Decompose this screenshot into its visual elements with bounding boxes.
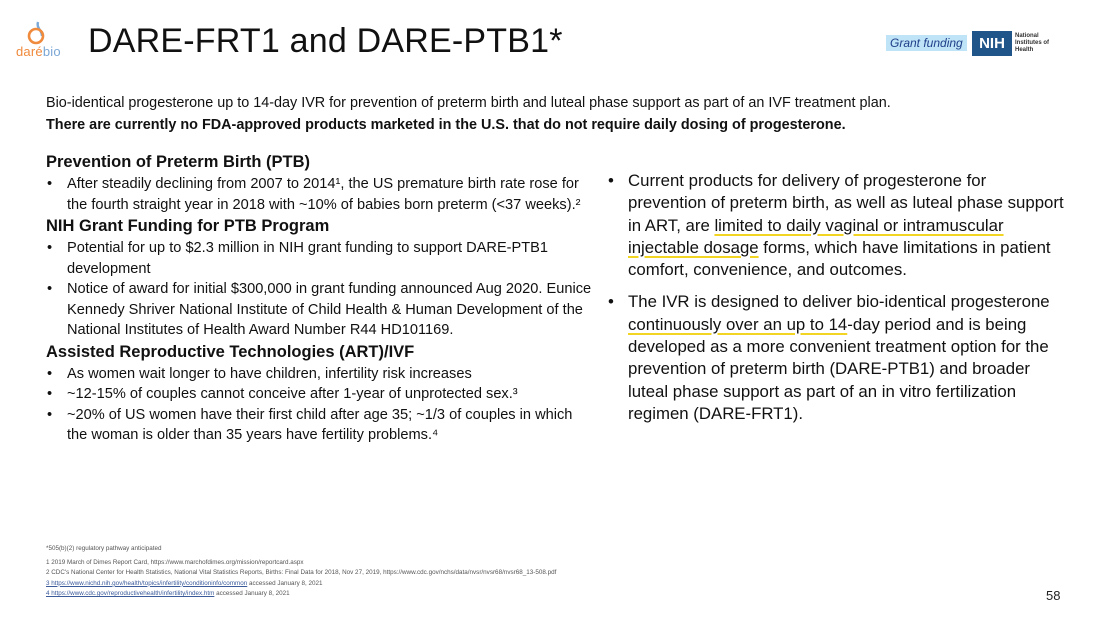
section-heading-nih-grant: NIH Grant Funding for PTB Program (46, 217, 330, 235)
footnote-4 (46, 589, 746, 600)
footnote-4-link[interactable]: 4 https://www.cdc.gov/reproductivehealth/infertility/index.htm (46, 590, 215, 598)
intro-line: Bio-identical progesterone up to 14-day IVR for prevention of preterm birth and luteal phase support as part of an IVF treatment plan. (46, 95, 891, 111)
grant-funding-badge: Grant funding (886, 35, 967, 51)
bullet-item: • Potential for up to $2.3 million in NIH grant funding to support DARE-PTB1 development (46, 238, 594, 279)
bullet-item: • After steadily declining from 2007 to 2014¹, the US premature birth rate rose for the fourth straight year in 2018 with ~10% of babies born preterm (<37 weeks).² (46, 174, 594, 215)
nih-subtitle: National Institutes of Health (1015, 33, 1049, 53)
logo-wordmark: darébio (16, 44, 61, 59)
bullet-text: Current products for delivery of progesterone for prevention of preterm birth, as well as luteal phase support in ART, are (628, 171, 1064, 235)
footnote-1: 1 2019 March of Dimes Report Card, https://www.marchofdimes.org/mission/reportcard.aspx (46, 558, 304, 566)
section-heading-ptb: Prevention of Preterm Birth (PTB) (46, 153, 311, 171)
bullet-item: • ~20% of US women have their first child after age 35; ~1/3 of couples in which the woman is older than 35 years have fertility problems.⁴ (46, 405, 594, 446)
bullet-item: • ~12-15% of couples cannot conceive after 1-year of unprotected sex.³ (46, 384, 594, 405)
right-bullets (606, 170, 1066, 425)
intro (46, 92, 1076, 136)
section-heading-art-ivf: Assisted Reproductive Technologies (ART)/IVF (46, 342, 415, 361)
page-number: 58 (1046, 588, 1061, 603)
nih-logo: NIH (972, 31, 1012, 56)
bullet-item-current-products (606, 170, 1066, 281)
highlighted-text: continuously over an up to 14 (628, 314, 848, 334)
bullet-item: • As women wait longer to have children, infertility risk increases (46, 364, 594, 385)
bullet-item-ivr (606, 291, 1066, 425)
footnotes (46, 544, 746, 600)
bullet-text: forms, which have limitations in patient comfort, convenience, and outcomes. (628, 237, 1051, 280)
footnote-regulatory: *505(b)(2) regulatory pathway anticipated (46, 545, 162, 552)
bullet-text: -day period and is being developed as a more convenient treatment option for the prevention of preterm birth (DARE-PTB1) and broader luteal phase support as part of an in vitro fertilization regimen (DARE-FRT1). (628, 314, 1049, 423)
bullet-item: • Notice of award for initial $300,000 in grant funding announced Aug 2020. Eunice Kennedy Shriver National Institute of Child Health & Human Development of the National Institutes of Health Award Number R44 HD101169. (46, 279, 594, 341)
footnote-3-tail: accessed January 8, 2021 (247, 579, 323, 587)
ptb-bullets (46, 174, 594, 215)
intro-bold-line: There are currently no FDA-approved products marketed in the U.S. that do not require daily dosing of progesterone. (46, 117, 846, 133)
bullet-text: The IVR is designed to deliver bio-identical progesterone (628, 292, 1050, 312)
page-title: DARE-FRT1 and DARE-PTB1* (88, 22, 563, 60)
nih-grant-bullets (46, 238, 594, 341)
footnote-4-tail: accessed January 8, 2021 (214, 590, 290, 598)
art-ivf-bullets (46, 364, 594, 446)
highlighted-text: limited to daily vaginal or intramuscular injectable dosage (628, 215, 1004, 257)
footnote-3-link[interactable]: 3 https://www.nichd.nih.gov/health/topics/infertility/conditioninfo/common (46, 579, 248, 587)
footnote-3 (46, 579, 746, 590)
left-column (46, 151, 594, 446)
right-column (606, 170, 1066, 435)
footnote-2: 2 CDC's National Center for Health Statistics, National Vital Statistics Reports, Births: Final Data for 2018, Nov 27, 2019, https://www.cdc.gov/nchs/data/nvsr/nvsr68/nvsr68_13-508.pdf (46, 569, 557, 577)
